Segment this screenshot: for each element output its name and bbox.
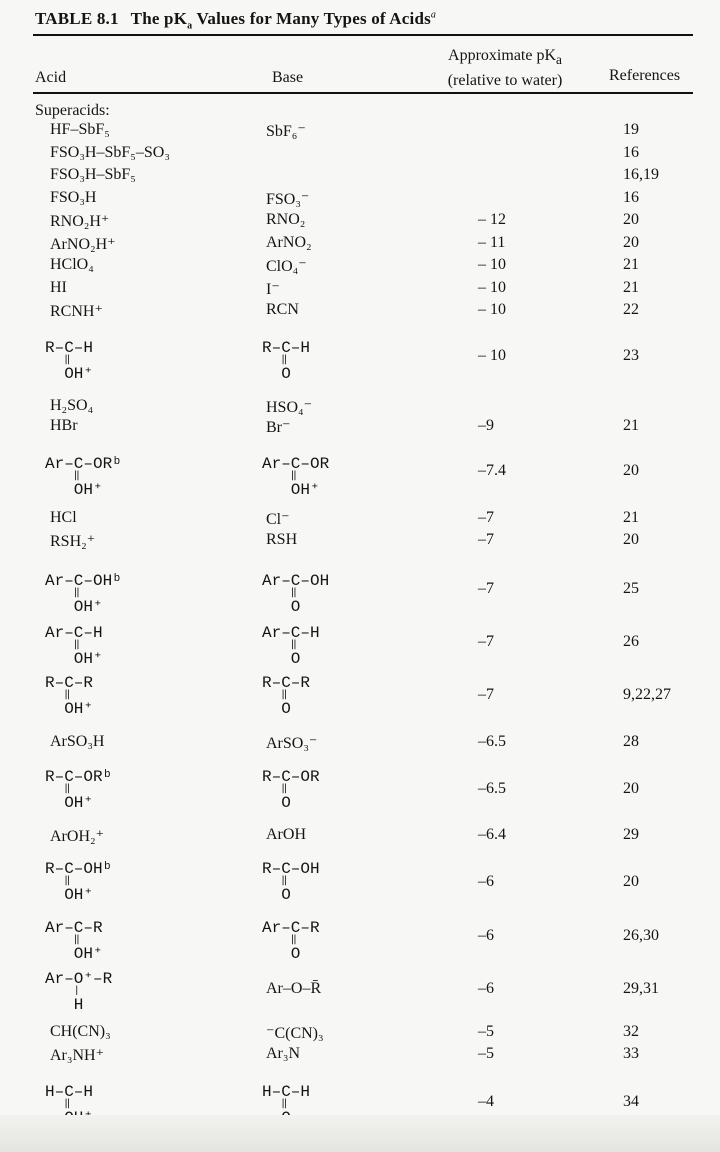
header-pka-subscript: a xyxy=(556,52,562,68)
pka-cell: –9 xyxy=(478,417,494,434)
acid-cell: HF–SbF₅ xyxy=(50,121,110,138)
base-cell: FSO₃⁻ xyxy=(266,191,310,208)
header-references: References xyxy=(609,67,681,84)
structure-line: OH⁺ xyxy=(73,945,103,963)
reference-cell: 16 xyxy=(623,189,639,206)
base-cell: Cl⁻ xyxy=(266,511,290,528)
pka-cell: –7 xyxy=(478,633,494,650)
header-base: Base xyxy=(272,69,304,86)
structure-line: R–C–R xyxy=(45,674,94,692)
pka-cell: –7 xyxy=(478,509,494,526)
top-rule xyxy=(33,34,693,36)
structure-line: OH⁺ xyxy=(64,365,94,383)
base-structure xyxy=(262,339,310,383)
reference-cell: 20 xyxy=(623,234,639,251)
header-pka-line2: (relative to water) xyxy=(447,72,563,90)
acid-structure xyxy=(45,624,103,668)
pka-cell: –7 xyxy=(478,686,494,703)
structure-line: ‖ xyxy=(64,355,71,366)
pka-cell: – 12 xyxy=(478,211,506,228)
structure-line: Ar–C–H xyxy=(262,624,320,642)
structure-line: ‖ xyxy=(73,471,80,482)
base-structure xyxy=(262,860,320,904)
reference-cell: 16,19 xyxy=(623,166,659,183)
base-cell: Ar₃N xyxy=(266,1045,301,1062)
base-cell: Br⁻ xyxy=(266,419,291,436)
acid-cell: RNO₂H⁺ xyxy=(50,213,110,230)
acid-structure xyxy=(45,455,122,499)
base-cell: Ar–O–R̄ xyxy=(266,980,322,997)
base-structure xyxy=(262,674,310,718)
reference-cell: 21 xyxy=(623,279,639,296)
reference-cell: 20 xyxy=(623,211,639,228)
pka-cell: – 11 xyxy=(478,234,506,251)
structure-line: O xyxy=(290,598,301,616)
base-cell: RCN xyxy=(266,301,299,318)
reference-cell: 20 xyxy=(623,780,639,797)
structure-line: O xyxy=(281,886,291,904)
acid-cell: HCl xyxy=(50,509,77,526)
structure-line: ‖ xyxy=(64,876,71,887)
reference-cell: 22 xyxy=(623,301,639,318)
pka-cell: –5 xyxy=(478,1023,494,1040)
reference-cell: 20 xyxy=(623,531,639,548)
structure-line: R–C–OH xyxy=(262,860,320,878)
acid-cell: FSO₃H–SbF₅ xyxy=(50,166,136,183)
structure-line: ‖ xyxy=(64,690,71,701)
structure-line: OH⁺ xyxy=(73,650,103,668)
header-acid: Acid xyxy=(35,69,67,86)
reference-cell: 26 xyxy=(623,633,639,650)
base-structure xyxy=(262,572,329,616)
pka-cell: –4 xyxy=(478,1093,494,1110)
pka-cell: –7 xyxy=(478,580,494,597)
acid-cell: ArNO₂H⁺ xyxy=(50,236,116,253)
structure-line: ‖ xyxy=(64,784,71,795)
structure-line: R–C–ORᵇ xyxy=(45,768,113,786)
base-cell: ClO₄⁻ xyxy=(266,258,307,275)
pka-cell: –7.4 xyxy=(478,462,506,479)
structure-line: Ar–C–ORᵇ xyxy=(45,455,122,473)
structure-line: Ar–O⁺–R xyxy=(45,970,113,988)
section-label-superacids: Superacids: xyxy=(35,102,110,119)
structure-line: R–C–H xyxy=(262,339,311,357)
base-cell: ⁻C(CN)₃ xyxy=(266,1025,324,1042)
base-structure xyxy=(262,455,329,499)
title-subscript: a xyxy=(187,20,193,32)
reference-cell: 32 xyxy=(623,1023,639,1040)
table-title xyxy=(35,9,436,31)
base-cell: ArSO₃⁻ xyxy=(266,735,318,752)
structure-line: H xyxy=(73,996,84,1014)
base-cell: SbF₆⁻ xyxy=(266,123,306,140)
reference-cell: 34 xyxy=(623,1093,639,1110)
structure-line: Ar–C–OR xyxy=(262,455,330,473)
base-structure xyxy=(262,624,320,668)
structure-line: R–C–OHᵇ xyxy=(45,860,113,878)
base-cell: RNO₂ xyxy=(266,211,306,228)
structure-line: R–C–R xyxy=(262,674,311,692)
structure-line: ‖ xyxy=(290,588,297,599)
structure-line: ‖ xyxy=(281,784,288,795)
structure-line: ‖ xyxy=(281,690,288,701)
structure-line: H–C–H xyxy=(262,1083,311,1101)
title-text-rest: Values for Many Types of Acids xyxy=(192,9,431,28)
reference-cell: 9,22,27 xyxy=(623,686,671,703)
acid-structure xyxy=(45,768,112,812)
structure-line: Ar–C–OH xyxy=(262,572,330,590)
reference-cell: 16 xyxy=(623,144,639,161)
pka-cell: – 10 xyxy=(478,256,506,273)
acid-structure xyxy=(45,674,93,718)
acid-cell: RCNH⁺ xyxy=(50,303,103,320)
structure-line: Ar–C–R xyxy=(262,919,320,937)
structure-line: ‖ xyxy=(73,935,80,946)
pka-cell: –6 xyxy=(478,980,494,997)
acid-structure xyxy=(45,860,112,904)
reference-cell: 21 xyxy=(623,417,639,434)
structure-line: ‖ xyxy=(281,876,288,887)
structure-line: O xyxy=(281,365,291,383)
reference-cell: 25 xyxy=(623,580,639,597)
structure-line: ‖ xyxy=(281,355,288,366)
structure-line: H–C–H xyxy=(45,1083,94,1101)
pka-cell: –6 xyxy=(478,927,494,944)
reference-cell: 26,30 xyxy=(623,927,659,944)
structure-line: R–C–OR xyxy=(262,768,320,786)
structure-line: OH⁺ xyxy=(64,700,94,718)
structure-line: ‖ xyxy=(64,1099,71,1110)
pka-cell: – 10 xyxy=(478,301,506,318)
base-structure xyxy=(262,768,320,812)
pka-cell: –7 xyxy=(478,531,494,548)
acid-cell: FSO₃H xyxy=(50,189,97,206)
structure-line: | xyxy=(73,986,80,997)
page-edge-shadow xyxy=(0,1115,720,1152)
reference-cell: 33 xyxy=(623,1045,639,1062)
reference-cell: 21 xyxy=(623,256,639,273)
pka-cell: –6 xyxy=(478,873,494,890)
acid-cell: HI xyxy=(50,279,67,296)
structure-line: OH⁺ xyxy=(73,481,103,499)
acid-cell: ArOH₂⁺ xyxy=(50,828,105,845)
structure-line: ‖ xyxy=(281,1099,288,1110)
structure-line: Ar–C–H xyxy=(45,624,103,642)
acid-cell: CH(CN)₃ xyxy=(50,1023,111,1040)
structure-line: O xyxy=(281,794,291,812)
acid-cell: ArSO₃H xyxy=(50,733,105,750)
reference-cell: 20 xyxy=(623,873,639,890)
acid-cell: RSH₂⁺ xyxy=(50,533,96,550)
acid-cell: Ar₃NH⁺ xyxy=(50,1047,105,1064)
pka-cell: –6.4 xyxy=(478,826,506,843)
reference-cell: 19 xyxy=(623,121,639,138)
header-rule xyxy=(33,92,693,94)
structure-line: R–C–H xyxy=(45,339,94,357)
structure-line: O xyxy=(281,700,291,718)
reference-cell: 20 xyxy=(623,462,639,479)
base-cell: I⁻ xyxy=(266,281,280,298)
table-number: TABLE 8.1 xyxy=(35,9,119,28)
structure-line: ‖ xyxy=(73,588,80,599)
acid-structure xyxy=(45,919,103,963)
acid-structure xyxy=(45,970,112,1014)
pka-cell: –5 xyxy=(478,1045,494,1062)
structure-line: OH⁺ xyxy=(64,794,94,812)
base-cell: ArNO₂ xyxy=(266,234,312,251)
structure-line: Ar–C–OHᵇ xyxy=(45,572,122,590)
pka-cell: – 10 xyxy=(478,347,506,364)
reference-cell: 29,31 xyxy=(623,980,659,997)
structure-line: O xyxy=(290,650,301,668)
title-footnote-mark: a xyxy=(430,9,437,21)
reference-cell: 21 xyxy=(623,509,639,526)
structure-line: ‖ xyxy=(290,935,297,946)
structure-line: ‖ xyxy=(73,640,80,651)
base-cell: ArOH xyxy=(266,826,306,843)
acid-cell: FSO₃H–SbF₅–SO₃ xyxy=(50,144,170,161)
pka-cell: –6.5 xyxy=(478,780,506,797)
structure-line: O xyxy=(290,945,301,963)
base-cell: HSO₄⁻ xyxy=(266,399,313,416)
structure-line: OH⁺ xyxy=(290,481,320,499)
header-pka xyxy=(437,45,573,91)
base-cell: RSH xyxy=(266,531,298,548)
pka-cell: –6.5 xyxy=(478,733,506,750)
structure-line: ‖ xyxy=(290,471,297,482)
acid-cell: H₂SO₄ xyxy=(50,397,94,414)
acid-structure xyxy=(45,339,93,383)
structure-line: ‖ xyxy=(290,640,297,651)
acid-cell: HClO₄ xyxy=(50,256,94,273)
structure-line: OH⁺ xyxy=(64,886,94,904)
structure-line: OH⁺ xyxy=(73,598,103,616)
reference-cell: 28 xyxy=(623,733,639,750)
structure-line: Ar–C–R xyxy=(45,919,103,937)
reference-cell: 23 xyxy=(623,347,639,364)
acid-structure xyxy=(45,572,122,616)
title-text: The pK xyxy=(130,9,188,28)
base-structure xyxy=(262,919,320,963)
header-pka-line1: Approximate pK xyxy=(448,47,557,64)
pka-cell: – 10 xyxy=(478,279,506,296)
acid-cell: HBr xyxy=(50,417,78,434)
reference-cell: 29 xyxy=(623,826,639,843)
